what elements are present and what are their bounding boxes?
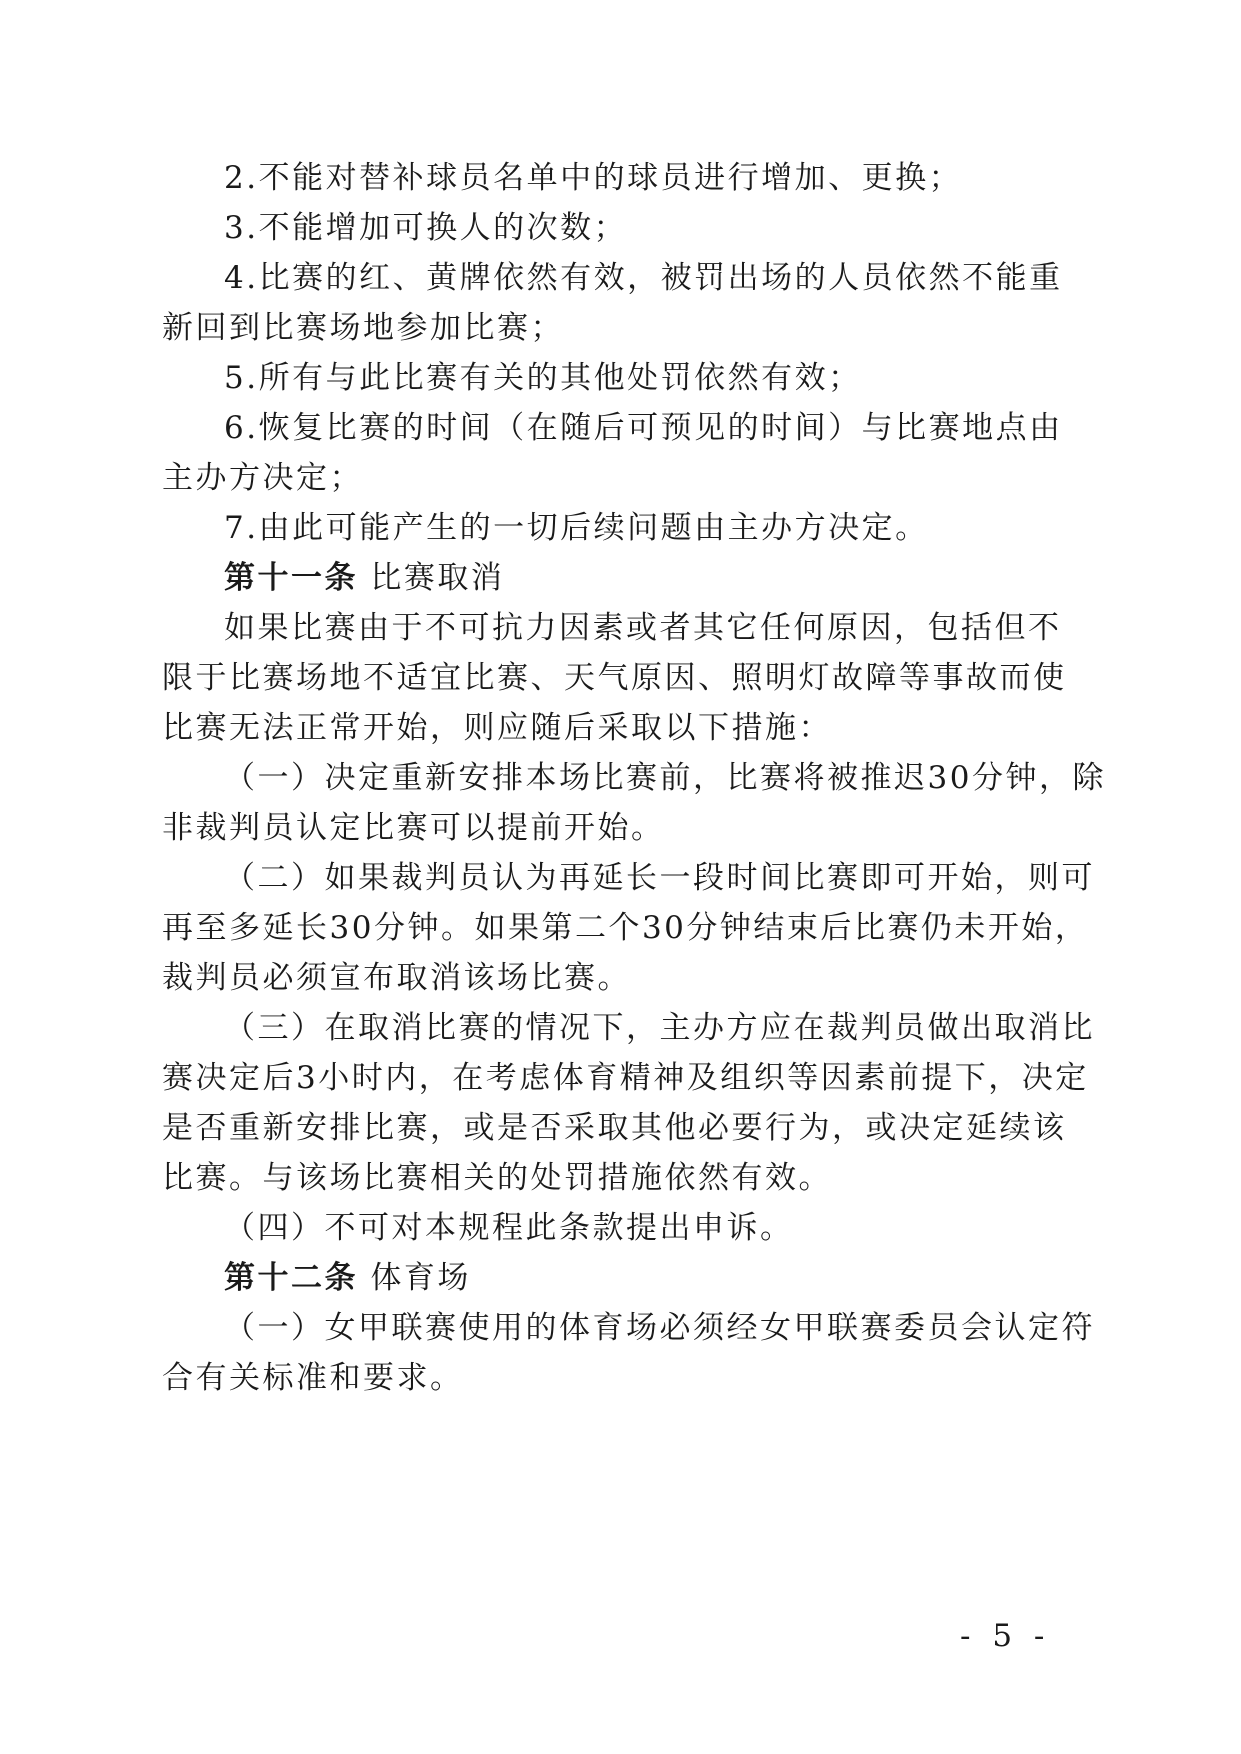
text-line: 限于比赛场地不适宜比赛、天气原因、照明灯故障等事故而使 [162, 660, 1067, 696]
text-line: 4.比赛的红、黄牌依然有效，被罚出场的人员依然不能重 [224, 260, 1063, 296]
article-title: 比赛取消 [370, 560, 505, 596]
text-line: 裁判员必须宣布取消该场比赛。 [162, 960, 631, 996]
text-line: 合有关标准和要求。 [162, 1360, 464, 1396]
text-line: （二）如果裁判员认为再延长一段时间比赛即可开始，则可 [224, 860, 1095, 896]
text-line: 新回到比赛场地参加比赛； [162, 310, 564, 346]
article-number: 第十二条 [224, 1260, 358, 1296]
article-heading-11 [224, 558, 504, 598]
text-line: 是否重新安排比赛，或是否采取其他必要行为，或决定延续该 [162, 1110, 1067, 1146]
text-line: 比赛无法正常开始，则应随后采取以下措施： [162, 710, 832, 746]
article-number: 第十一条 [224, 560, 358, 596]
article-heading-12 [224, 1258, 471, 1298]
text-line: 赛决定后3小时内，在考虑体育精神及组织等因素前提下，决定 [162, 1060, 1089, 1096]
text-line: 5.所有与此比赛有关的其他处罚依然有效； [224, 360, 862, 396]
text-line: 6.恢复比赛的时间（在随后可预见的时间）与比赛地点由 [224, 410, 1063, 446]
text-line: 比赛。与该场比赛相关的处罚措施依然有效。 [162, 1160, 832, 1196]
text-line: 主办方决定； [162, 460, 363, 496]
text-line: 2.不能对替补球员名单中的球员进行增加、更换； [224, 160, 963, 196]
text-line: （三）在取消比赛的情况下，主办方应在裁判员做出取消比 [224, 1010, 1095, 1046]
article-title: 体育场 [370, 1260, 471, 1296]
text-line: （一）决定重新安排本场比赛前，比赛将被推迟30分钟，除 [224, 760, 1106, 796]
text-line: （四）不可对本规程此条款提出申诉。 [224, 1210, 794, 1246]
text-line: 7.由此可能产生的一切后续问题由主办方决定。 [224, 510, 929, 546]
text-line: 非裁判员认定比赛可以提前开始。 [162, 810, 665, 846]
page-number: - 5 - [960, 1618, 1051, 1654]
text-line: （一）女甲联赛使用的体育场必须经女甲联赛委员会认定符 [224, 1310, 1095, 1346]
text-line: 再至多延长30分钟。如果第二个30分钟结束后比赛仍未开始， [162, 910, 1089, 946]
text-line: 3.不能增加可换人的次数； [224, 210, 628, 246]
text-line: 如果比赛由于不可抗力因素或者其它任何原因，包括但不 [224, 610, 1062, 646]
